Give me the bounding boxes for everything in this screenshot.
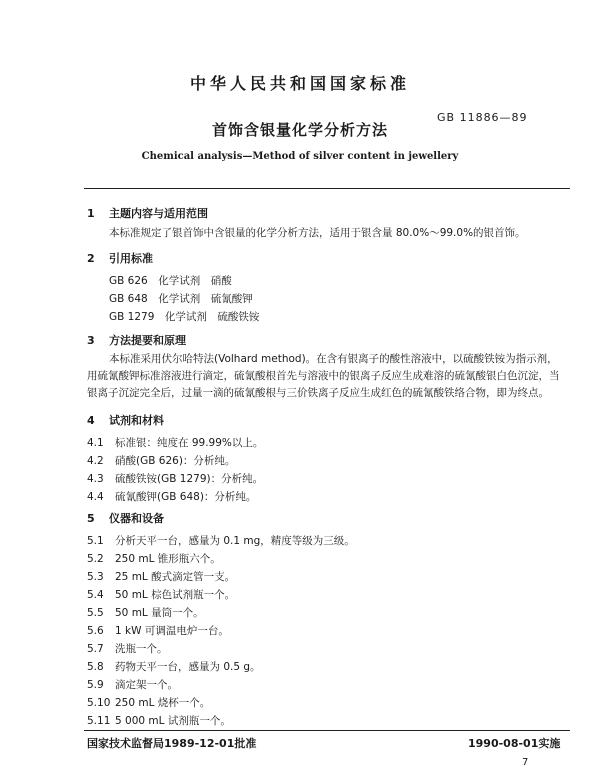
section-3-heading: 3 方法提要和原理	[87, 334, 186, 347]
list-item: 4.2 硝酸(GB 626)：分析纯。	[87, 455, 236, 467]
list-item: 4.1 标准银：纯度在 99.99%以上。	[87, 437, 264, 449]
reference-item: GB 1279 化学试剂 硫酸铁铵	[109, 311, 260, 323]
issuing-body: 中华人民共和国国家标准	[189, 74, 410, 93]
section-2-heading: 2 引用标准	[87, 252, 153, 265]
document-title: 首饰含银量化学分析方法	[211, 121, 388, 139]
list-item: 5.8 药物天平一台，感量为 0.5 g。	[87, 661, 261, 673]
section-1-body: 本标准规定了银首饰中含银量的化学分析方法，适用于银含量 80.0%～99.0%的银首饰。	[109, 227, 526, 239]
section-5-heading: 5 仪器和设备	[87, 512, 164, 525]
list-item: 5.6 1 kW 可调温电炉一台。	[87, 625, 229, 637]
list-item: 5.4 50 mL 棕色试剂瓶一个。	[87, 589, 236, 601]
list-item: 5.5 50 mL 量筒一个。	[87, 607, 204, 619]
approval-date: 国家技术监督局1989-12-01批准	[87, 737, 257, 750]
implementation-date: 1990-08-01实施	[468, 737, 561, 750]
section-3-body: 本标准采用伏尔哈特法(Volhard method)。在含有银离子的酸性溶液中，以硫酸铁铵为指示剂，用硫氰酸钾标准溶液进行滴定，硫氰酸根首先与溶液中的银离子反应生成难溶的硫氰酸银白色沉淀，当银离子沉淀完全后，过量一滴的硫氰酸根与三价铁离子反应生成红色的硫氰酸铁络合物，即为终点。	[87, 353, 560, 399]
list-item: 4.4 硫氰酸钾(GB 648)：分析纯。	[87, 491, 257, 503]
list-item: 5.11 5 000 mL 试剂瓶一个。	[87, 715, 231, 727]
section-1-heading: 1 主题内容与适用范围	[87, 207, 208, 220]
list-item: 5.2 250 mL 锥形瓶六个。	[87, 553, 221, 565]
list-item: 5.9 滴定架一个。	[87, 679, 178, 691]
list-item: 5.7 洗瓶一个。	[87, 643, 168, 655]
list-item: 5.1 分析天平一台，感量为 0.1 mg，精度等级为三级。	[87, 535, 355, 547]
reference-item: GB 648 化学试剂 硫氰酸钾	[109, 293, 253, 305]
list-item: 5.10 250 mL 烧杯一个。	[87, 697, 211, 709]
document-title-english: Chemical analysis—Method of silver content in jewellery	[141, 151, 459, 162]
standard-number: GB 11886—89	[437, 111, 528, 124]
page-number: 7	[522, 757, 529, 768]
section-4-heading: 4 试剂和材料	[87, 414, 164, 427]
header-divider	[84, 188, 570, 189]
reference-item: GB 626 化学试剂 硝酸	[109, 275, 232, 287]
list-item: 5.3 25 mL 酸式滴定管一支。	[87, 571, 236, 583]
footer-divider	[84, 730, 570, 731]
list-item: 4.3 硫酸铁铵(GB 1279)：分析纯。	[87, 473, 264, 485]
